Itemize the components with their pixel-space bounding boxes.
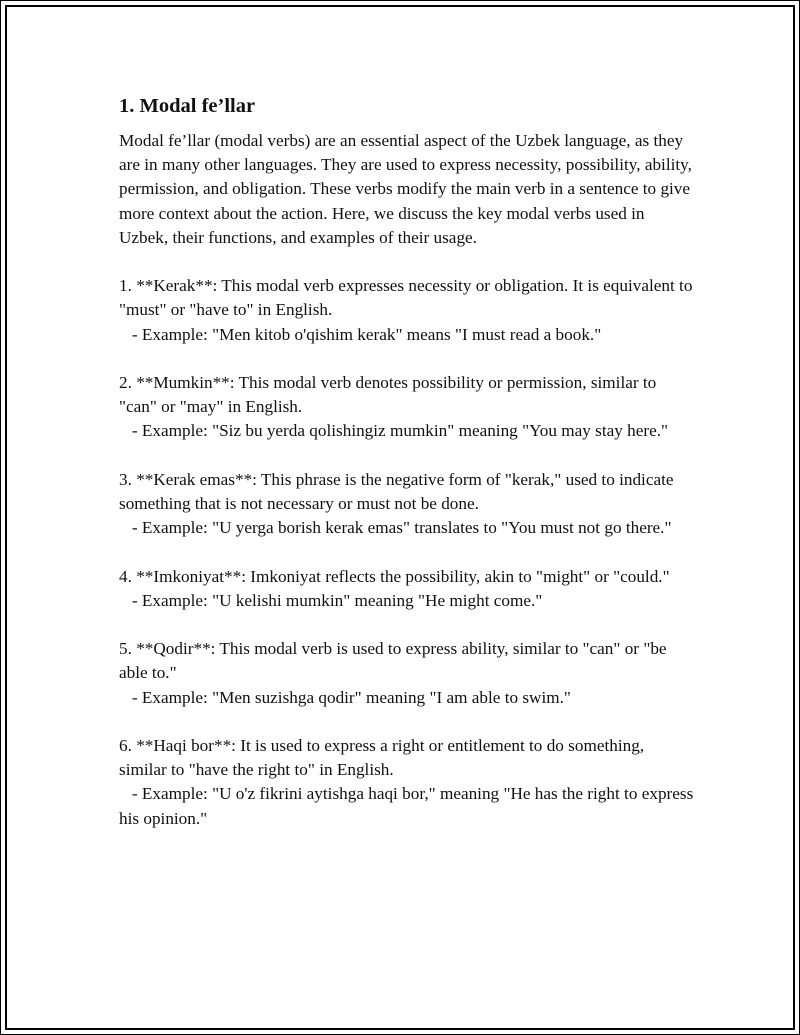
- item-description: 3. **Kerak emas**: This phrase is the negative form of "kerak," used to indicate something that is not necessary or must not be done.: [119, 469, 674, 513]
- item-description: 4. **Imkoniyat**: Imkoniyat reflects the possibility, akin to "might" or "could.": [119, 566, 670, 586]
- item-description: 2. **Mumkin**: This modal verb denotes possibility or permission, similar to "can" or "may" in English.: [119, 373, 657, 417]
- list-item: [119, 371, 694, 444]
- document-body: [119, 93, 694, 855]
- item-description: 5. **Qodir**: This modal verb is used to express ability, similar to "can" or "be able to.": [119, 639, 667, 683]
- item-example: - Example: "U o'z fikrini aytishga haqi bor," meaning "He has the right to express his opinion.": [119, 784, 694, 828]
- section-heading: 1. Modal fe’llar: [119, 95, 256, 117]
- list-item: [119, 734, 694, 831]
- item-example: - Example: "U kelishi mumkin" meaning "He might come.": [131, 590, 543, 610]
- list-item: [119, 565, 694, 613]
- item-example: - Example: "Men suzishga qodir" meaning "I am able to swim.": [131, 687, 571, 707]
- item-example: - Example: "Men kitob o'qishim kerak" means "I must read a book.": [131, 324, 602, 344]
- item-description: 1. **Kerak**: This modal verb expresses necessity or obligation. It is equivalent to "must" or "have to" in English.: [119, 276, 693, 320]
- list-item: [119, 637, 694, 710]
- list-item: [119, 468, 694, 541]
- item-example: - Example: "Siz bu yerda qolishingiz mumkin" meaning "You may stay here.": [131, 421, 669, 441]
- item-description: 6. **Haqi bor**: It is used to express a right or entitlement to do something, similar to "have the right to" in English.: [119, 735, 645, 780]
- item-example: - Example: "U yerga borish kerak emas" translates to "You must not go there.": [131, 518, 672, 538]
- intro-paragraph: Modal fe’llar (modal verbs) are an essential aspect of the Uzbek language, as they are in many other languages. They are used to express necessity, possibility, ability, permission, and obligation. These verbs modify the main verb in a sentence to give more context about the action. Here, we discuss the key modal verbs used in Uzbek, their functions, and examples of their usage.: [119, 131, 692, 247]
- list-item: [119, 274, 694, 347]
